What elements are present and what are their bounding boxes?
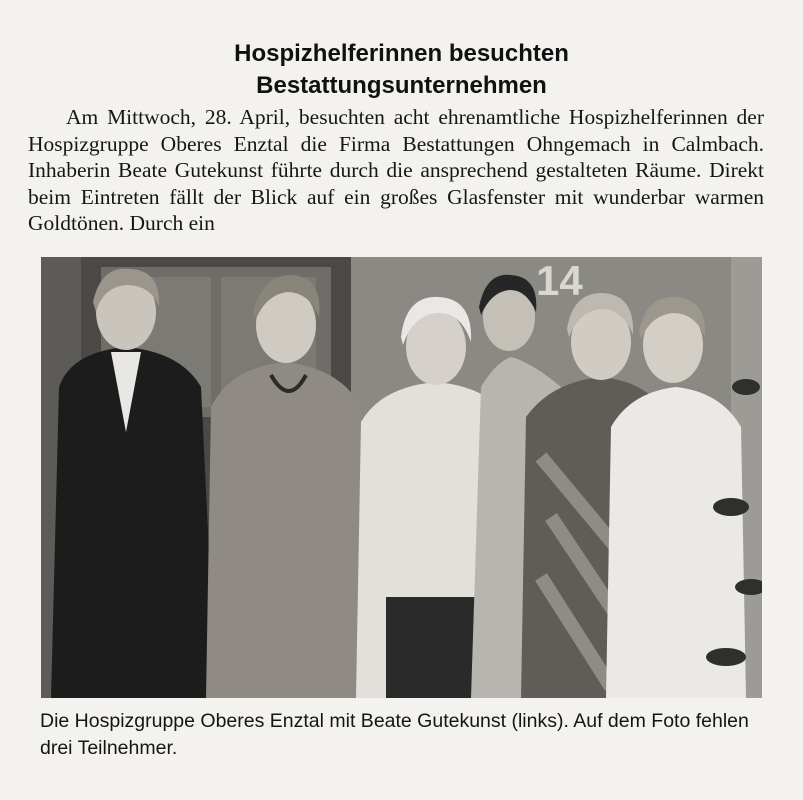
photo-caption: Die Hospizgruppe Oberes Enztal mit Beate Gutekunst (links). Auf dem Foto fehlen drei Teilnehmer. [40,710,749,759]
house-number: 14 [536,257,583,304]
article-body: Am Mittwoch, 28. April, besuchten acht ehrenamtliche Hospizhelferinnen der Hospizgruppe Oberes Enztal die Firma Bestattungen Ohngemach in Calmbach. Inhaberin Beate Gutekunst führte durch die ansprechend gestalteten Räume. Direkt beim Eintreten fällt der Blick auf ein großes Glasfenster mit wunderbar warmen Goldtönen. Durch ein [28,105,764,235]
headline-line-2: Bestattungsunternehmen [256,72,547,99]
photo-illustration [41,257,762,698]
article-headline [0,38,803,102]
group-photo [41,257,762,698]
headline-line-1: Hospizhelferinnen besuchten [234,40,569,67]
